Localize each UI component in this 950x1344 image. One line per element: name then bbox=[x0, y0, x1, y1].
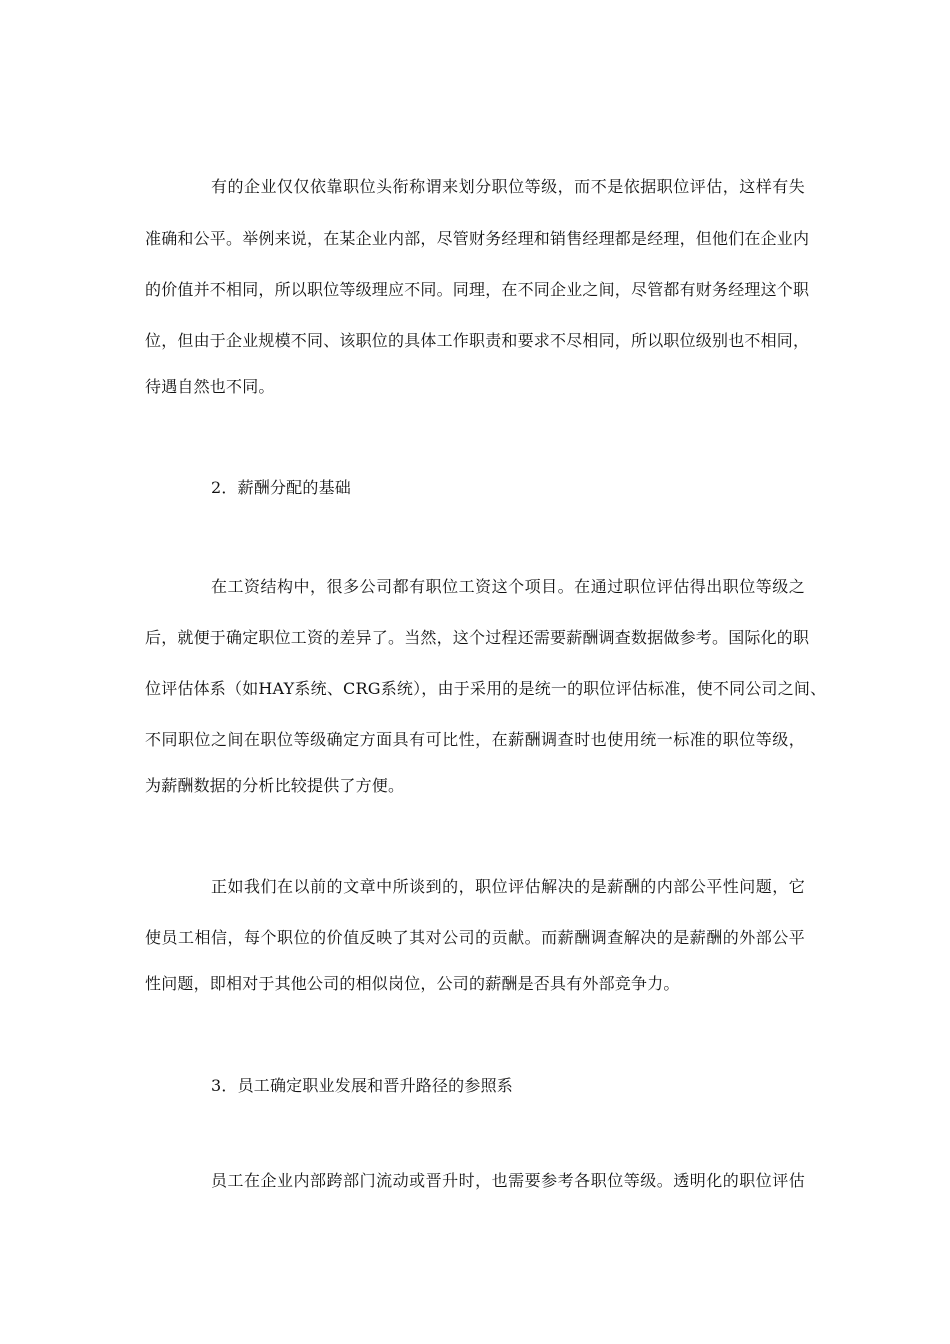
paragraph-line: 使员工相信，每个职位的价值反映了其对公司的贡献。而薪酬调查解决的是薪酬的外部公平 bbox=[145, 928, 805, 947]
paragraph-line: 在工资结构中，很多公司都有职位工资这个项目。在通过职位评估得出职位等级之 bbox=[211, 577, 805, 596]
section-heading-2: 2．薪酬分配的基础 bbox=[211, 478, 351, 497]
paragraph-line: 位，但由于企业规模不同、该职位的具体工作职责和要求不尽相同，所以职位级别也不相同， bbox=[145, 331, 810, 350]
section-heading-3: 3．员工确定职业发展和晋升路径的参照系 bbox=[211, 1076, 513, 1095]
paragraph-line: 正如我们在以前的文章中所谈到的，职位评估解决的是薪酬的内部公平性问题，它 bbox=[211, 877, 805, 896]
paragraph-line: 待遇自然也不同。 bbox=[145, 377, 275, 396]
paragraph-line: 性问题，即相对于其他公司的相似岗位，公司的薪酬是否具有外部竞争力。 bbox=[145, 974, 680, 993]
paragraph-line: 有的企业仅仅依靠职位头衔称谓来划分职位等级，而不是依据职位评估，这样有失 bbox=[211, 177, 805, 196]
paragraph-line: 后，就便于确定职位工资的差异了。当然，这个过程还需要薪酬调查数据做参考。国际化的职 bbox=[145, 628, 810, 647]
paragraph-line: 为薪酬数据的分析比较提供了方便。 bbox=[145, 776, 405, 795]
paragraph-line: 的价值并不相同，所以职位等级理应不同。同理，在不同企业之间，尽管都有财务经理这个职 bbox=[145, 280, 810, 299]
paragraph-line: 位评估体系（如HAY系统、CRG系统），由于采用的是统一的职位评估标准，使不同公司之间、 bbox=[145, 679, 827, 698]
paragraph-line: 准确和公平。举例来说，在某企业内部，尽管财务经理和销售经理都是经理，但他们在企业内 bbox=[145, 229, 810, 248]
paragraph-line: 员工在企业内部跨部门流动或晋升时，也需要参考各职位等级。透明化的职位评估 bbox=[211, 1171, 805, 1190]
paragraph-line: 不同职位之间在职位等级确定方面具有可比性，在薪酬调查时也使用统一标准的职位等级， bbox=[145, 730, 805, 749]
